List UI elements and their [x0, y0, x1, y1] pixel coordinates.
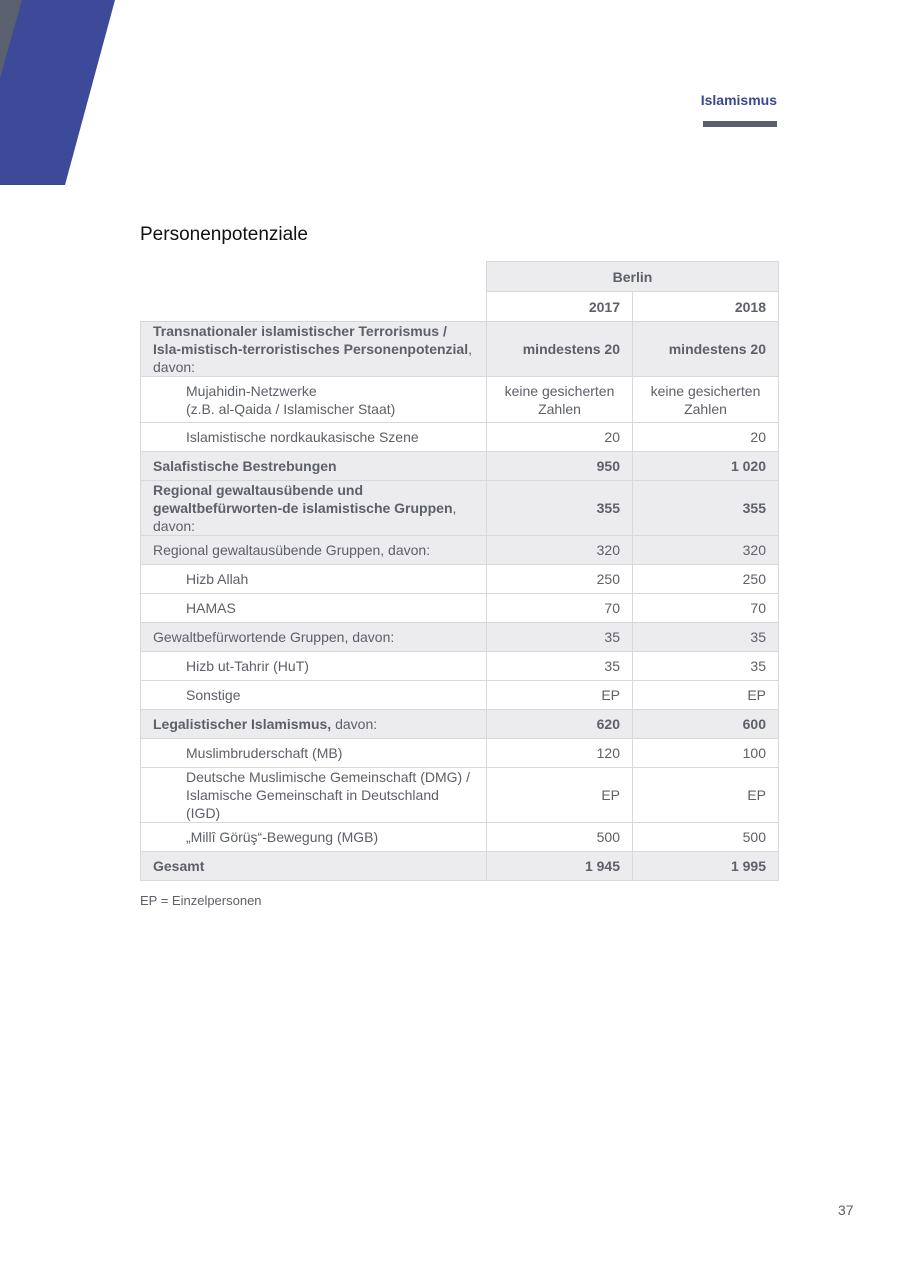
cell-2017-line-2: Zahlen [538, 400, 581, 417]
footnote: EP = Einzelpersonen [140, 893, 262, 908]
cell-2018: EP [633, 768, 779, 823]
row-label: Salafistische Bestrebungen [141, 452, 487, 481]
table-row-total [141, 852, 779, 881]
row-label-line-1: Deutsche Muslimische Gemeinschaft (DMG) / [186, 769, 470, 785]
cell-2017-line-1: keine gesicherten [504, 382, 615, 399]
table-row [141, 652, 779, 681]
cell-2017: 70 [487, 594, 633, 623]
table-header-region-row [141, 262, 779, 292]
cell-2017: 1 945 [487, 852, 633, 881]
cell-2017: 20 [487, 423, 633, 452]
row-label-bold: Regional gewaltausübende und gewaltbefürworten-de islamistische Gruppen [153, 482, 453, 516]
cell-2017: 120 [487, 739, 633, 768]
year-header-2018: 2018 [633, 292, 779, 322]
table-row [141, 565, 779, 594]
row-label-suffix: , davon: [153, 500, 457, 534]
row-label [141, 481, 487, 536]
cell-2018: 70 [633, 594, 779, 623]
row-label: Islamistische nordkaukasische Szene [141, 423, 487, 452]
row-label-line-1: Mujahidin-Netzwerke [186, 382, 317, 399]
row-label: Gesamt [141, 852, 487, 881]
row-label: Muslimbruderschaft (MB) [141, 739, 487, 768]
table-row [141, 739, 779, 768]
cell-2017: 320 [487, 536, 633, 565]
region-header: Berlin [487, 262, 779, 292]
cell-2017: 35 [487, 652, 633, 681]
cell-2018: EP [633, 681, 779, 710]
page-number: 37 [838, 1202, 854, 1218]
cell-2018: 35 [633, 623, 779, 652]
cell-2017: 250 [487, 565, 633, 594]
cell-2017: 35 [487, 623, 633, 652]
row-label [141, 322, 487, 377]
cell-2017: 500 [487, 823, 633, 852]
cell-2017 [487, 377, 633, 423]
cell-2018-line-1: keine gesicherten [650, 382, 761, 399]
row-label: Hizb Allah [141, 565, 487, 594]
table-row [141, 710, 779, 739]
cell-2017: 355 [487, 481, 633, 536]
cell-2018: 500 [633, 823, 779, 852]
row-label-suffix: , davon: [153, 341, 472, 375]
corner-decoration [0, 0, 120, 185]
cell-2018: 600 [633, 710, 779, 739]
table-row [141, 594, 779, 623]
cell-2017: EP [487, 681, 633, 710]
table-row [141, 452, 779, 481]
cell-2018: 250 [633, 565, 779, 594]
row-label-bold: Legalistischer Islamismus, [153, 716, 332, 732]
row-label [141, 710, 487, 739]
cell-2017: mindestens 20 [487, 322, 633, 377]
table-row [141, 768, 779, 823]
personenpotenziale-table [140, 261, 779, 881]
cell-2018-line-2: Zahlen [684, 400, 727, 417]
row-label: Sonstige [141, 681, 487, 710]
row-label-bold: Transnationaler islamistischer Terrorismus / Isla-mistisch-terroristisches Personenpotenzial [153, 323, 469, 357]
cell-2018: 320 [633, 536, 779, 565]
cell-2017: EP [487, 768, 633, 823]
cell-2018: 1 020 [633, 452, 779, 481]
table-row [141, 377, 779, 423]
row-label [141, 377, 487, 423]
cell-2017: 950 [487, 452, 633, 481]
section-underline [703, 121, 777, 127]
section-label: Islamismus [700, 92, 777, 108]
table-row [141, 481, 779, 536]
cell-2018: 20 [633, 423, 779, 452]
table-row [141, 681, 779, 710]
cell-2018: mindestens 20 [633, 322, 779, 377]
table-row [141, 823, 779, 852]
row-label-line-2: Islamische Gemeinschaft in Deutschland (IGD) [186, 787, 439, 821]
row-label: Hizb ut-Tahrir (HuT) [141, 652, 487, 681]
cell-2018: 35 [633, 652, 779, 681]
row-label-line-2: (z.B. al-Qaida / Islamischer Staat) [186, 400, 396, 417]
table-header-year-row [141, 292, 779, 322]
row-label: Gewaltbefürwortende Gruppen, davon: [141, 623, 487, 652]
table-row [141, 423, 779, 452]
cell-2018: 355 [633, 481, 779, 536]
year-header-2017: 2017 [487, 292, 633, 322]
table-row [141, 623, 779, 652]
cell-2018: 100 [633, 739, 779, 768]
row-label: HAMAS [141, 594, 487, 623]
row-label: Regional gewaltausübende Gruppen, davon: [141, 536, 487, 565]
cell-2018 [633, 377, 779, 423]
table-row [141, 536, 779, 565]
cell-2018: 1 995 [633, 852, 779, 881]
row-label: „Millî Görüş“-Bewegung (MGB) [141, 823, 487, 852]
page-title: Personenpotenziale [140, 224, 308, 245]
table-row [141, 322, 779, 377]
cell-2017: 620 [487, 710, 633, 739]
row-label [141, 768, 487, 823]
row-label-suffix: davon: [331, 716, 378, 732]
